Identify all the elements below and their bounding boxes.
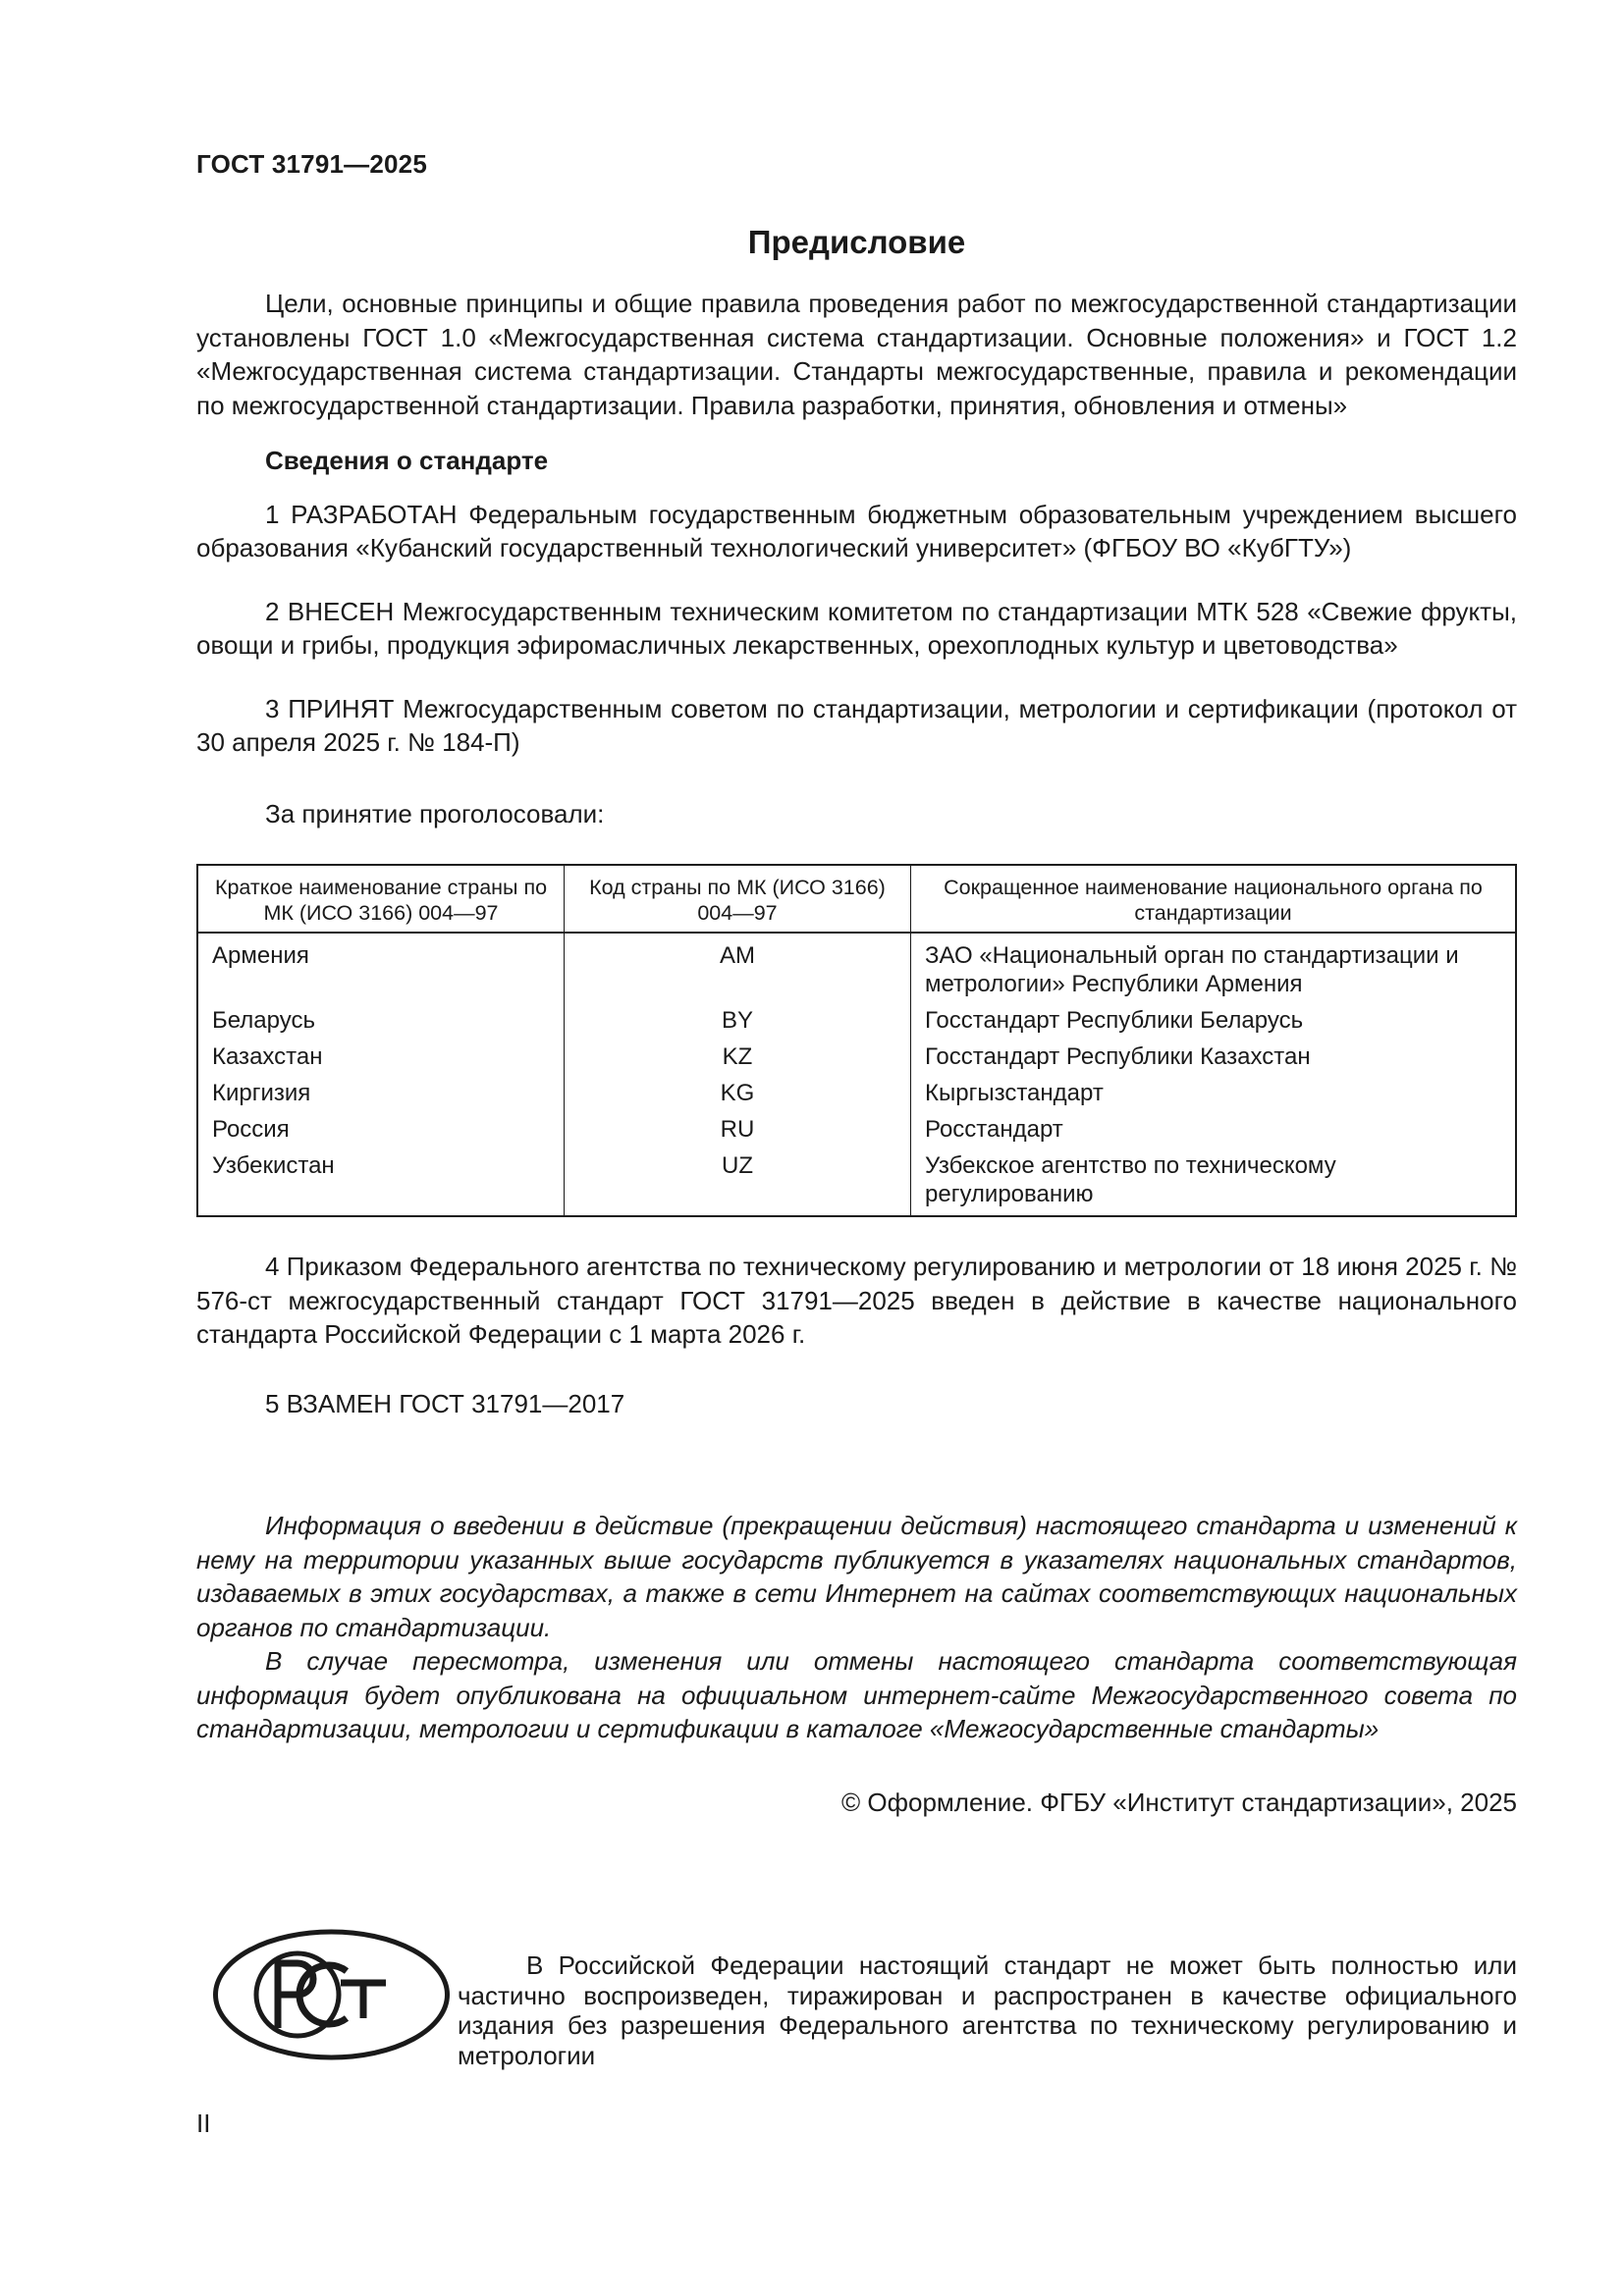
country-cell: Казахстан (197, 1039, 565, 1075)
country-cell: Беларусь (197, 1002, 565, 1039)
body-cell: Росстандарт (925, 1116, 1063, 1143)
page-number: II (196, 2109, 211, 2138)
voting-countries-table (196, 864, 1517, 1217)
table-row (197, 1002, 1516, 1039)
document-body (196, 287, 1517, 1819)
table-header-row (197, 865, 1516, 933)
votes-label: За принятие проголосовали: (265, 798, 605, 828)
body-cell: Кыргызстандарт (925, 1080, 1104, 1106)
table-row (197, 933, 1516, 1002)
table-row (197, 1148, 1516, 1216)
code-cell: RU (565, 1111, 911, 1148)
country-cell: Киргизия (197, 1075, 565, 1111)
header-national-body: Сокращенное наименование национального органа по стандартизации (911, 865, 1517, 933)
body-cell: Госстандарт Республики Беларусь (925, 1007, 1304, 1034)
info-note: Информация о введении в действие (прекращении действия) настоящего стандарта и изменений к нему на территории указанных выше государств публикуется в указателях национальных стандартов, издаваемых в этих государствах, а также в сети Интернет на сайтах соответствующих национальных органов по стандартизации. (196, 1511, 1517, 1642)
item-submitted: 2 ВНЕСЕН Межгосударственным техническим комитетом по стандартизации МТК 528 «Свежие фрукты, овощи и грибы, продукция эфиромасличных лекарственных, орехоплодных культур и цветоводства» (196, 596, 1517, 660)
country-cell: Узбекистан (197, 1148, 565, 1216)
rights-notice: В Российской Федерации настоящий стандарт не может быть полностью или частично воспроизведен, тиражирован и распространен в качестве официального издания без разрешения Федерального агентства по техническому регулированию и метрологии (458, 1950, 1517, 2070)
country-cell: Армения (197, 933, 565, 1002)
rst-certification-mark-icon (211, 1926, 452, 2063)
table-row (197, 1075, 1516, 1111)
country-cell: Россия (197, 1111, 565, 1148)
body-cell: Госстандарт Республики Казахстан (925, 1043, 1311, 1070)
code-cell: KG (565, 1075, 911, 1111)
copyright-line: © Оформление. ФГБУ «Институт стандартизации», 2025 (841, 1787, 1517, 1817)
code-cell: UZ (565, 1148, 911, 1216)
info-heading: Сведения о стандарте (265, 446, 549, 475)
document-id: ГОСТ 31791—2025 (196, 149, 427, 179)
code-cell: AM (565, 933, 911, 1002)
intro-paragraph: Цели, основные принципы и общие правила проведения работ по межгосударственной стандартизации установлены ГОСТ 1.0 «Межгосударственная система стандартизации. Основные положения» и ГОСТ 1.2 «Межгосударственная система стандартизации. Стандарты межгосударственные, правила и рекомендации по межгосударственной стандартизации. Правила разработки, принятия, обновления и отмены» (196, 289, 1517, 420)
publication-notes (196, 1509, 1517, 1746)
table-row (197, 1111, 1516, 1148)
item-developed: 1 РАЗРАБОТАН Федеральным государственным бюджетным образовательным учреждением высшего образования «Кубанский государственный технологический университет» (ФГБОУ ВО «КубГТУ») (196, 499, 1517, 562)
revision-note: В случае пересмотра, изменения или отмены настоящего стандарта соответствующая информация будет опубликована на официальном интернет-сайте Межгосударственного совета по стандартизации, метрологии и сертификации в каталоге «Межгосударственные стандарты» (196, 1646, 1517, 1743)
body-cell: ЗАО «Национальный орган по стандартизации и метрологии» Республики Армения (925, 942, 1459, 997)
item-adopted: 3 ПРИНЯТ Межгосударственным советом по стандартизации, метрологии и сертификации (протокол от 30 апреля 2025 г. № 184-П) (196, 693, 1517, 757)
item-enacted: 4 Приказом Федерального агентства по техническому регулированию и метрологии от 18 июня 2025 г. № 576-ст межгосударственный стандарт ГОСТ 31791—2025 введен в действие в качестве национального стандарта Российской Федерации с 1 марта 2026 г. (196, 1252, 1517, 1349)
page-title: Предисловие (747, 224, 966, 260)
code-cell: KZ (565, 1039, 911, 1075)
table-row (197, 1039, 1516, 1075)
header-code: Код страны по МК (ИСО 3166) 004—97 (565, 865, 911, 933)
header-country: Краткое наименование страны по МК (ИСО 3166) 004—97 (197, 865, 565, 933)
code-cell: BY (565, 1002, 911, 1039)
item-replaces: 5 ВЗАМЕН ГОСТ 31791—2017 (265, 1388, 625, 1418)
body-cell: Узбекское агентство по техническому регулированию (925, 1152, 1336, 1207)
